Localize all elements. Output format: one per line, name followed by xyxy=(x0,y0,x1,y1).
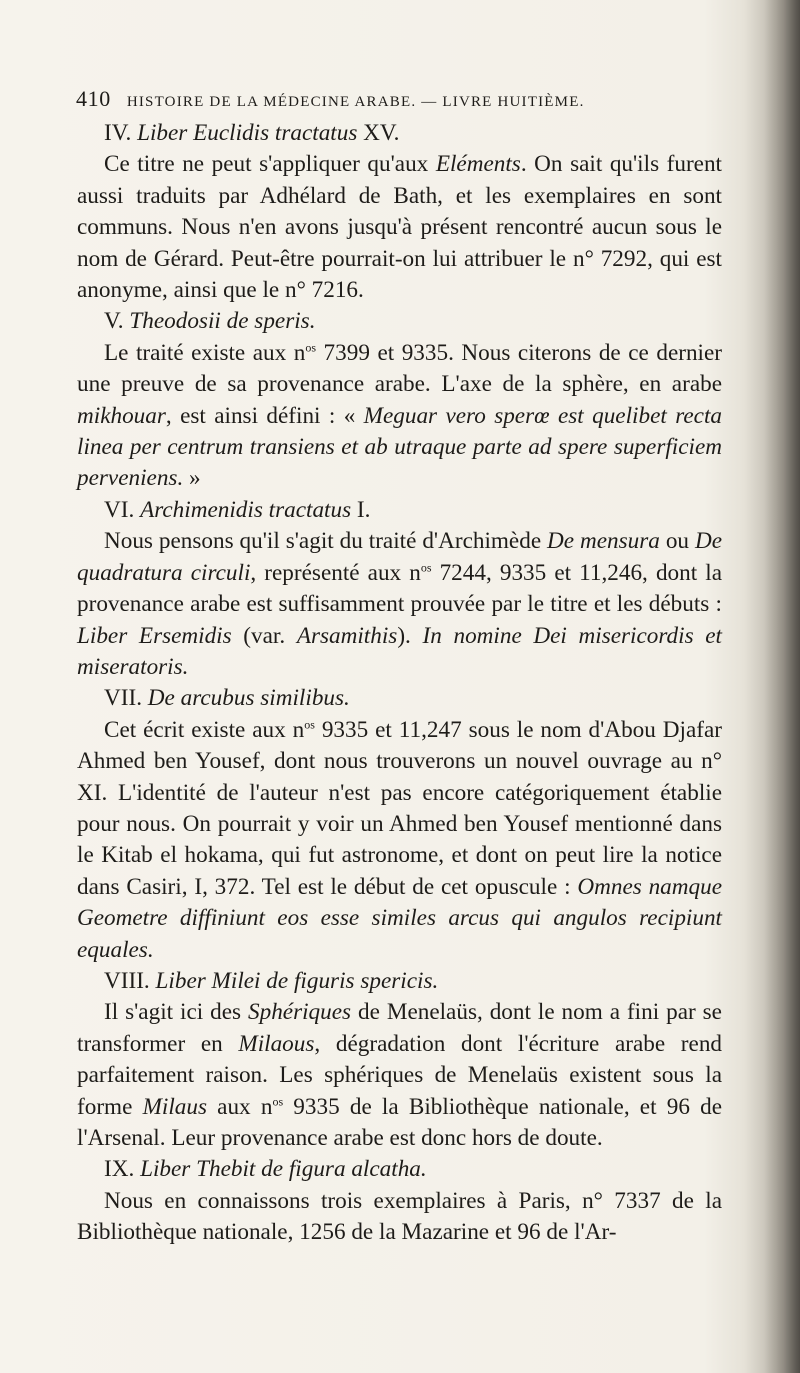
paragraph-v: Le traité existe aux $n^{os}$ 7399 et 9335. Nous citerons de ce dernier une preuve de sa provenance arabe. L'axe de la sphère, en arabe mikhouar, est ainsi défini : « Meguar vero sperœ est quelibet recta linea per centrum transiens et ab utraque parte ad spere superficiem perveniens. » xyxy=(77,339,723,492)
paragraph-ix: Nous en connaissons trois exemplaires à Paris, n° 7337 de la Bibliothèque nationale, 1256 de la Mazarine et 96 de l'Ar- xyxy=(77,1187,722,1246)
heading-title: Liber Thebit de figura alcatha. xyxy=(140,1156,427,1183)
heading-title: Liber Milei de figuris spericis. xyxy=(155,967,439,994)
section-heading-vii xyxy=(77,683,722,714)
heading-number: V. xyxy=(104,308,124,335)
paragraph-vii: Cet écrit existe aux $n^{os}$ 9335 et 11,247 sous le nom d'Abou Djafar Ahmed ben Yousef, dont nous trouverons un nouvel ouvrage au n° XI. L'identité de l'auteur n'est pas encore catégoriquement établie pour nous. On pourrait y voir un Ahmed ben Yousef mentionné dans le Kitab el hokama, qui fut astronome, et dont on peut lire la notice dans Casiri, I, 372. Tel est le début de cet opuscule : Omnes namque Geometre diffiniunt eos esse similes arcus qui angulos recipiunt equales. xyxy=(77,716,722,963)
heading-number: VI. xyxy=(104,496,135,523)
heading-number: IV. xyxy=(104,120,132,146)
heading-suffix: XV. xyxy=(363,120,400,146)
section-heading-viii xyxy=(77,966,722,997)
running-title: HISTOIRE DE LA MÉDECINE ARABE. — LIVRE HUITIÈME. xyxy=(126,94,585,110)
heading-number: IX. xyxy=(104,1156,135,1183)
paragraph-iv: Ce titre ne peut s'appliquer qu'aux Eléments. On sait qu'ils furent aussi traduits par Adhélard de Bath, et les exemplaires en sont communs. Nous n'en avons jusqu'à présent rencontré aucun sous le nom de Gérard. Peut-être pourrait-on lui attribuer le n° 7292, qui est anonyme, ainsi que le n° 7216. xyxy=(77,151,723,304)
body-text xyxy=(77,118,722,1249)
paragraph-vi: Nous pensons qu'il s'agit du traité d'Archimède De mensura ou De quadratura circuli, représenté aux $n^{os}$ 7244, 9335 et 11,246, dont la provenance arabe est suffisamment prouvée par le titre et les débuts : Liber Ersemidis (var. Arsamithis). In nomine Dei misericordis et miseratoris. xyxy=(77,528,722,680)
section-heading-iv xyxy=(77,118,722,149)
section-heading-vi xyxy=(77,495,722,526)
heading-title: Archimenidis tractatus xyxy=(140,496,352,523)
heading-number: VIII. xyxy=(104,967,150,994)
running-header xyxy=(76,86,726,114)
page-number: 410 xyxy=(76,86,111,111)
page-gutter-shadow xyxy=(764,0,800,1373)
paragraph-viii: Il s'agit ici des Sphériques de Menelaüs, dont le nom a fini par se transformer en Milaous, dégradation dont l'écriture arabe rend parfaitement raison. Les sphériques de Menelaüs existent sous la forme Milaus aux $n^{os}$ 9335 de la Bibliothèque nationale, et 96 de l'Arsenal. Leur provenance arabe est donc hors de doute. xyxy=(77,999,723,1151)
heading-title: De arcubus similibus. xyxy=(147,685,350,712)
section-heading-ix xyxy=(77,1154,722,1185)
heading-title: Theodosii de speris. xyxy=(129,308,316,335)
section-heading-v xyxy=(77,306,722,337)
heading-suffix: I. xyxy=(356,496,371,523)
heading-number: VII. xyxy=(104,685,142,712)
heading-title: Liber Euclidis tractatus xyxy=(137,120,358,146)
